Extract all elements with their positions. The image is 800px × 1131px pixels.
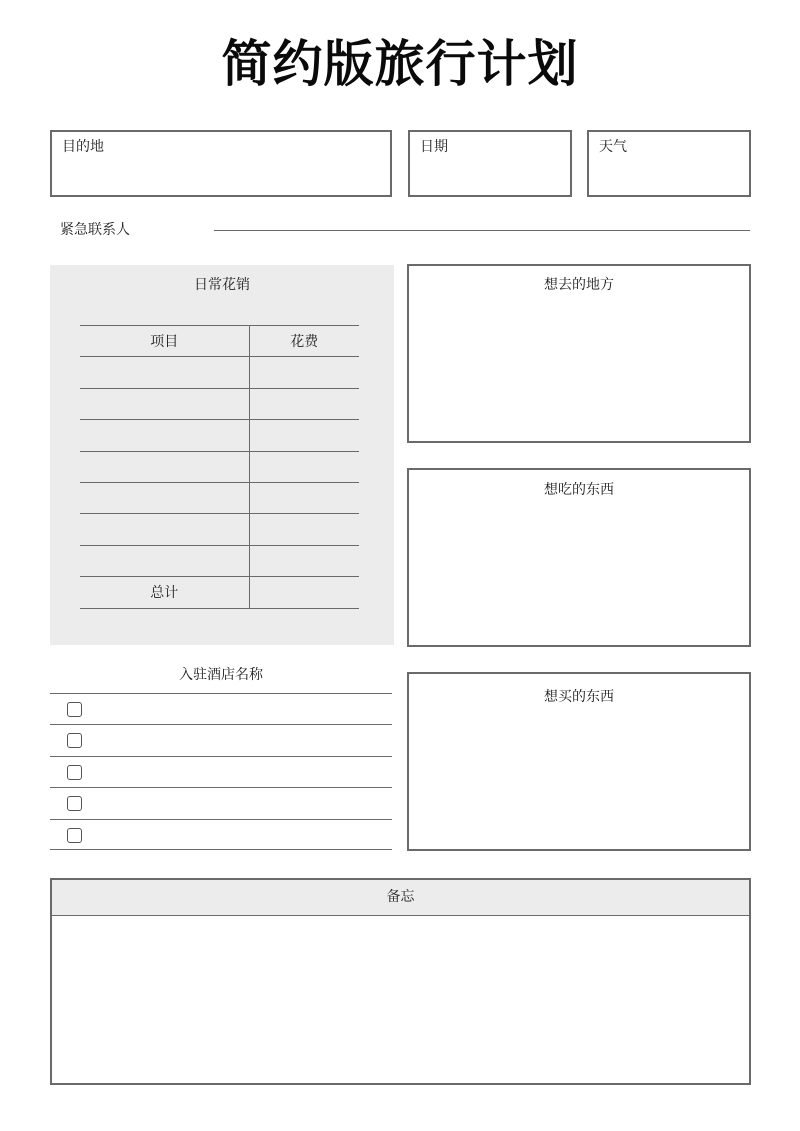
- list-item[interactable]: [50, 819, 392, 850]
- checkbox[interactable]: [67, 765, 82, 780]
- cost-cell[interactable]: [249, 357, 359, 388]
- table-row: [80, 514, 359, 545]
- item-cell[interactable]: [80, 357, 249, 388]
- checkbox[interactable]: [67, 733, 82, 748]
- page-title: 简约版旅行计划: [221, 35, 579, 93]
- date-label: 日期: [420, 139, 448, 155]
- list-item[interactable]: [50, 724, 392, 755]
- item-cell[interactable]: [80, 545, 249, 576]
- checkbox[interactable]: [67, 702, 82, 717]
- hotel-title: 入驻酒店名称: [179, 667, 263, 683]
- col-cost-header: 花费: [249, 326, 359, 357]
- places-box[interactable]: [407, 264, 751, 443]
- shopping-box[interactable]: [407, 672, 751, 851]
- table-row: [80, 482, 359, 513]
- item-cell[interactable]: [80, 482, 249, 513]
- item-cell[interactable]: [80, 451, 249, 482]
- notes-title: 备忘: [52, 880, 749, 916]
- total-cost-cell[interactable]: [249, 577, 359, 608]
- item-cell[interactable]: [80, 388, 249, 419]
- food-box[interactable]: [407, 468, 751, 647]
- checkbox[interactable]: [67, 796, 82, 811]
- destination-label: 目的地: [62, 139, 104, 155]
- list-item[interactable]: [50, 756, 392, 787]
- emergency-contact-line[interactable]: [214, 230, 750, 231]
- total-row: [80, 577, 359, 608]
- table-row: [80, 357, 359, 388]
- cost-cell[interactable]: [249, 388, 359, 419]
- notes-box[interactable]: [50, 878, 751, 1085]
- expense-table: [80, 325, 359, 609]
- cost-cell[interactable]: [249, 451, 359, 482]
- list-item[interactable]: [50, 693, 392, 724]
- emergency-contact-label: 紧急联系人: [60, 222, 130, 238]
- weather-field[interactable]: [587, 130, 751, 197]
- table-header-row: [80, 326, 359, 357]
- weather-label: 天气: [599, 139, 627, 155]
- date-field[interactable]: [408, 130, 572, 197]
- expense-panel: [50, 265, 394, 645]
- destination-field[interactable]: [50, 130, 392, 197]
- food-title: 想吃的东西: [544, 482, 614, 498]
- hotel-section: [50, 665, 392, 850]
- table-row: [80, 388, 359, 419]
- table-row: [80, 451, 359, 482]
- cost-cell[interactable]: [249, 420, 359, 451]
- expense-title: 日常花销: [194, 277, 250, 293]
- places-title: 想去的地方: [544, 277, 614, 293]
- cost-cell[interactable]: [249, 514, 359, 545]
- item-cell[interactable]: [80, 420, 249, 451]
- table-row: [80, 420, 359, 451]
- shopping-title: 想买的东西: [544, 689, 614, 705]
- item-cell[interactable]: [80, 514, 249, 545]
- cost-cell[interactable]: [249, 482, 359, 513]
- list-item[interactable]: [50, 787, 392, 818]
- cost-cell[interactable]: [249, 545, 359, 576]
- checkbox[interactable]: [67, 828, 82, 843]
- col-item-header: 项目: [80, 326, 249, 357]
- total-label: 总计: [80, 577, 249, 608]
- table-row: [80, 545, 359, 576]
